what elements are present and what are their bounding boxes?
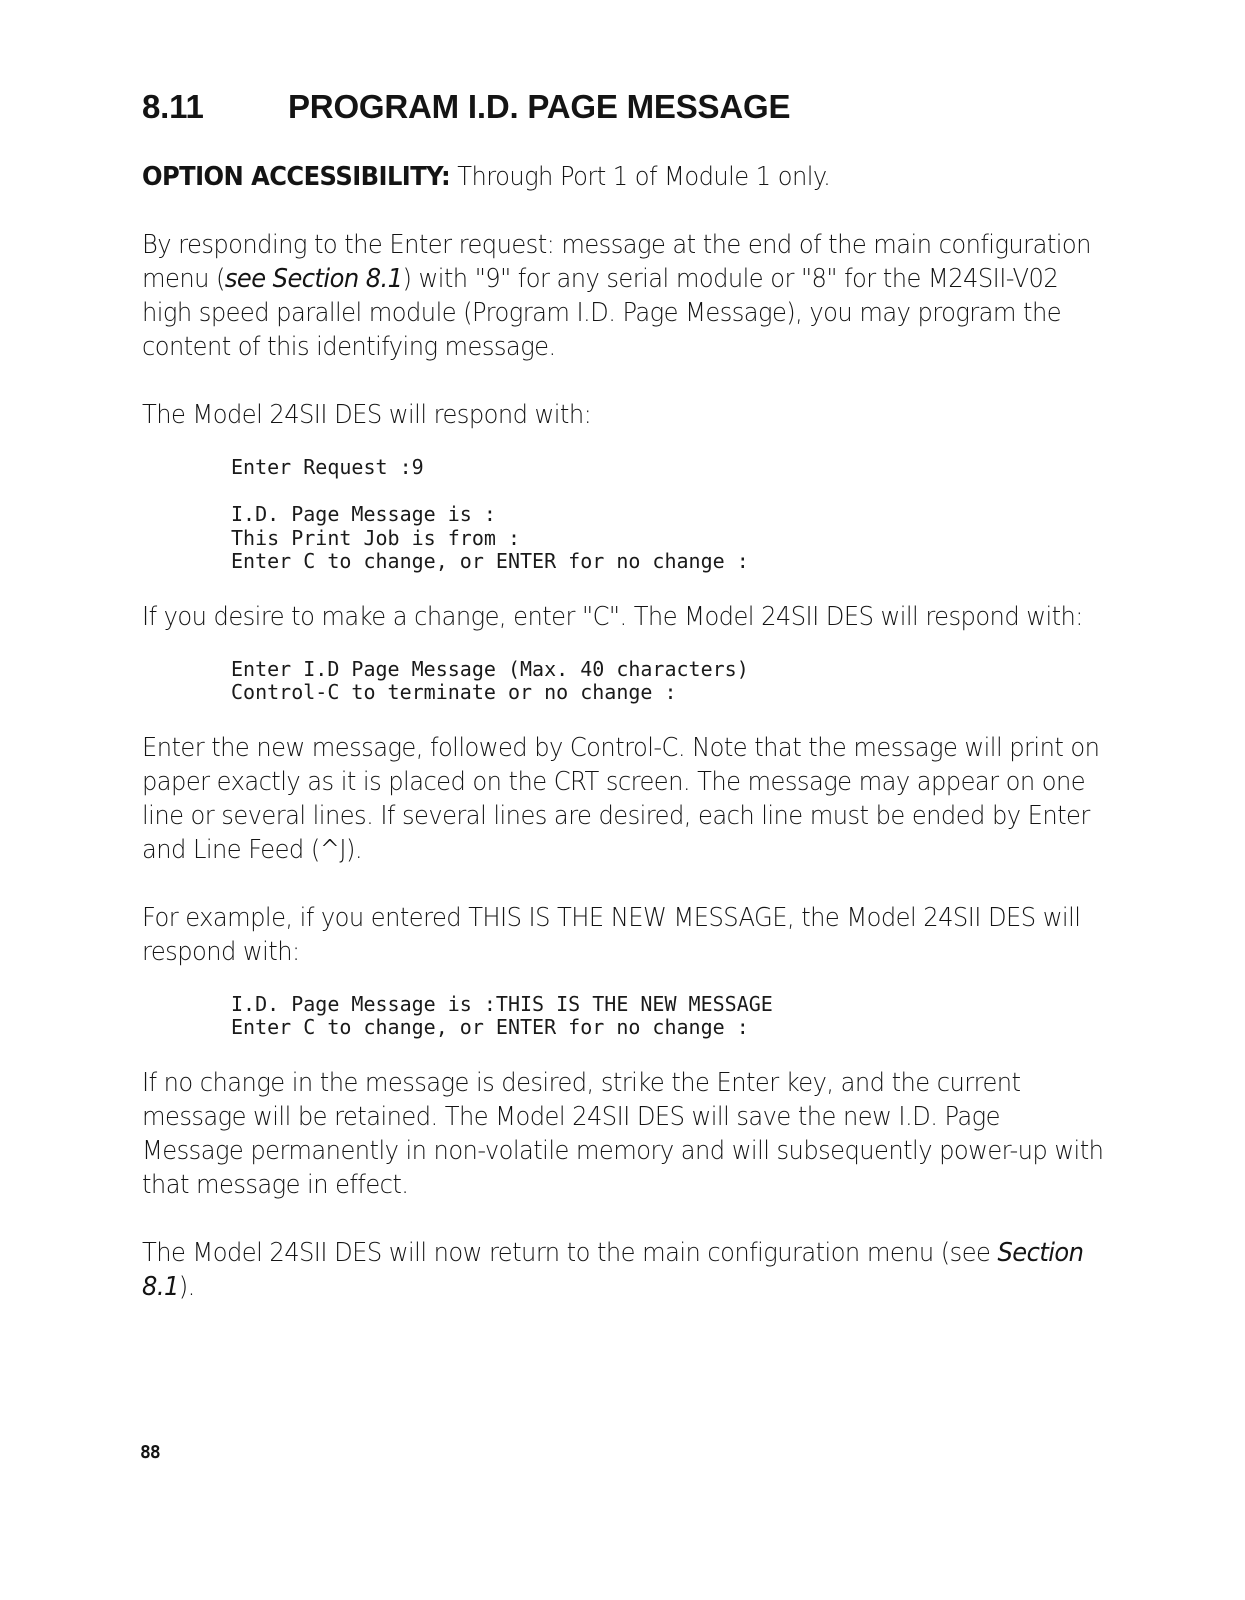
intro-paragraph: [142, 228, 1105, 364]
new-message-paragraph: Enter the new message, followed by Control-C. Note that the message will print on paper exactly as it is placed on the CRT screen. The message may appear on one line or several lines. If several lines are desired, each line must be ended by Enter and Line Feed (^J).: [142, 732, 1100, 865]
terminal-output-1: [231, 456, 1102, 574]
code-line: I.D. Page Message is :THIS IS THE NEW MESSAGE: [231, 991, 773, 1016]
section-reference: Section 8.1: [142, 1237, 1084, 1302]
terminal-output-3: [231, 993, 1102, 1040]
respond-paragraph: The Model 24SII DES will respond with:: [142, 400, 592, 430]
code-line: Control-C to terminate or no change :: [231, 680, 677, 704]
change-paragraph: If you desire to make a change, enter "C". The Model 24SII DES will respond with:: [142, 601, 1083, 632]
example-paragraph: For example, if you entered THIS IS THE NEW MESSAGE, the Model 24SII DES will respond with:: [142, 902, 1081, 967]
option-accessibility: [142, 160, 1105, 194]
code-line: Enter C to change, or ENTER for no change :: [231, 549, 749, 573]
code-line: I.D. Page Message is :: [231, 502, 496, 526]
terminal-output-2: [231, 658, 1102, 705]
return-text-end: ).: [178, 1271, 195, 1302]
code-line: Enter Request :9: [231, 455, 424, 479]
return-text-start: The Model 24SII DES will now return to the main configuration menu (see: [142, 1237, 998, 1268]
retain-paragraph: If no change in the message is desired, strike the Enter key, and the current message will be retained. The Model 24SII DES will save the new I.D. Page Message permanently in non-volatile memory and will subsequently power-up with that message in effect.: [142, 1067, 1104, 1200]
code-line: Enter I.D Page Message (Max. 40 characters): [231, 656, 749, 681]
section-number: 8.11: [142, 88, 204, 125]
accessibility-label: OPTION ACCESSIBILITY:: [142, 162, 451, 192]
return-paragraph: [142, 1236, 1105, 1304]
accessibility-text: Through Port 1 of Module 1 only.: [450, 162, 831, 192]
intro-text-start: By responding to the Enter request: message at the end of the main configuration menu (: [142, 230, 1091, 294]
code-line: This Print Job is from :: [231, 525, 520, 550]
intro-text-end: ) with "9" for any serial module or "8" for the M24SII-V02 high speed parallel module (Program I.D. Page Message), you may program the content of this identifying message.: [142, 264, 1062, 362]
section-heading: [142, 88, 1102, 126]
section-title: PROGRAM I.D. PAGE MESSAGE: [288, 88, 791, 125]
code-line: Enter C to change, or ENTER for no change :: [231, 1015, 749, 1039]
document-page: [142, 88, 1102, 1338]
page-number: 88: [140, 1442, 160, 1463]
section-reference: see Section 8.1: [224, 264, 403, 294]
